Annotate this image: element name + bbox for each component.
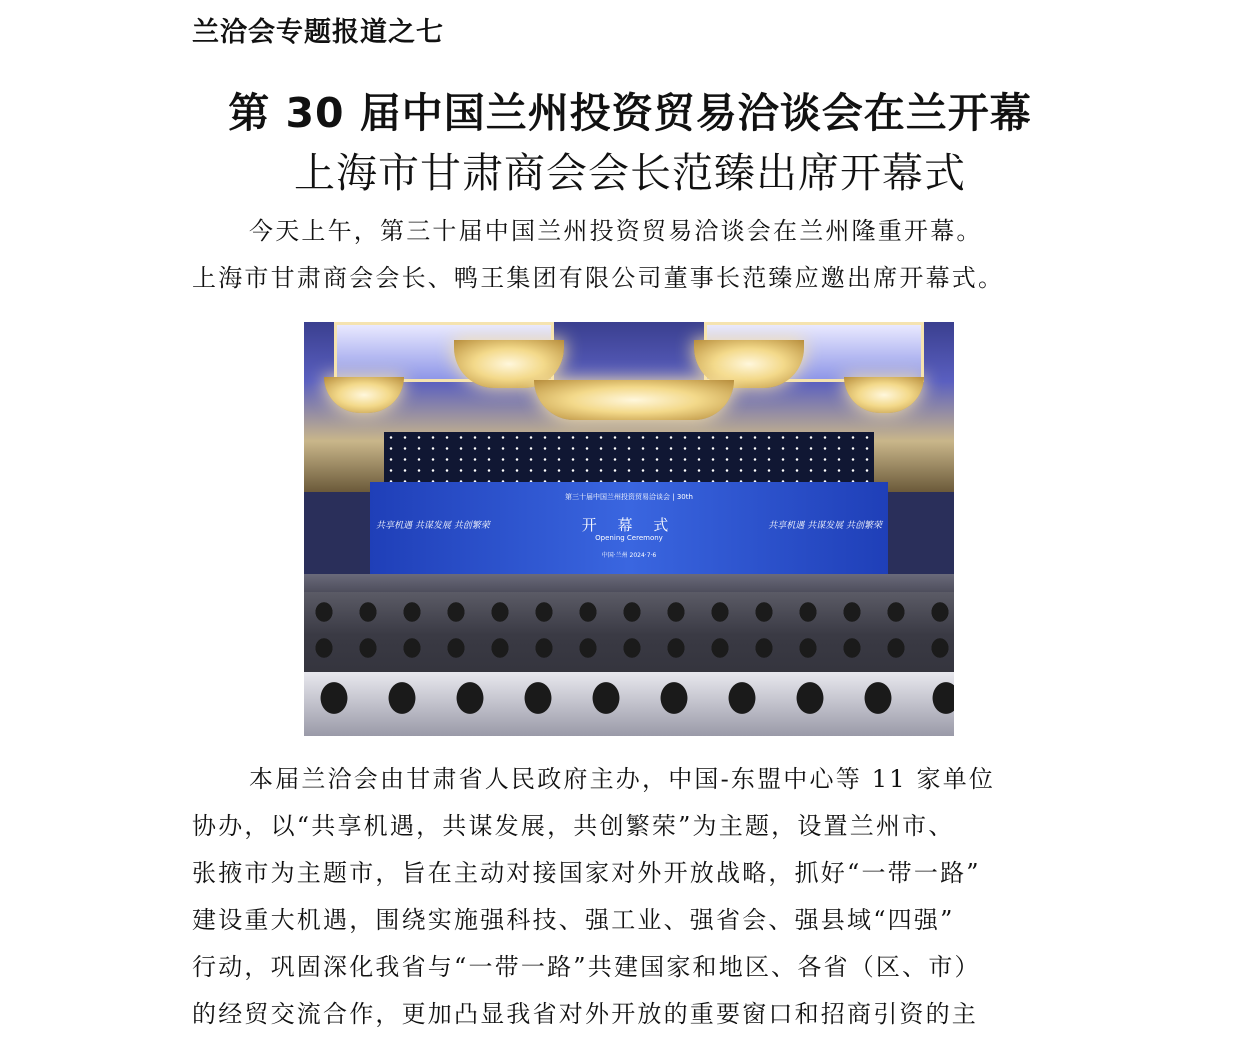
intro-line: 上海市甘肃商会会长、鸭王集团有限公司董事长范臻应邀出席开幕式。 [192,264,1005,292]
intro-paragraph [192,208,1072,302]
opening-ceremony-photo [304,322,954,736]
stage-screen [370,482,888,574]
screen-header: 第三十届中国兰州投资贸易洽谈会 | 30th [565,493,693,501]
body-line: 协办，以“共享机遇，共谋发展，共创繁荣”为主题，设置兰州市、 [192,812,955,840]
headline-line-2: 上海市甘肃商会会长范臻出席开幕式 [294,149,966,197]
headline-line-1: 第 30 届中国兰州投资贸易洽谈会在兰开幕 [228,89,1032,137]
screen-title: 开 幕 式 [581,516,677,534]
screen-slogan-left: 共享机遇 共谋发展 共创繁荣 [376,521,490,531]
body-line: 行动，巩固深化我省与“一带一路”共建国家和地区、各省（区、市） [192,953,981,981]
body-line: 张掖市为主题市，旨在主动对接国家对外开放战略，抓好“一带一路” [192,859,981,887]
body-line: 建设重大机遇，围绕实施强科技、强工业、强省会、强县域“四强” [192,906,955,934]
intro-line: 今天上午，第三十届中国兰州投资贸易洽谈会在兰州隆重开幕。 [249,217,983,245]
body-line: 本届兰洽会由甘肃省人民政府主办，中国-东盟中心等 11 家单位 [249,765,996,793]
screen-date: 中国·兰州 2024·7·6 [601,552,657,559]
front-row-seats [304,672,954,736]
body-line: 的经贸交流合作，更加凸显我省对外开放的重要窗口和招商引资的主 [192,1000,978,1028]
body-paragraph [192,756,1072,1038]
series-label: 兰洽会专题报道之七 [192,17,444,48]
screen-subtitle: Opening Ceremony [595,534,663,542]
chandelier [534,380,734,420]
screen-slogan-right: 共享机遇 共谋发展 共创繁荣 [768,521,882,531]
